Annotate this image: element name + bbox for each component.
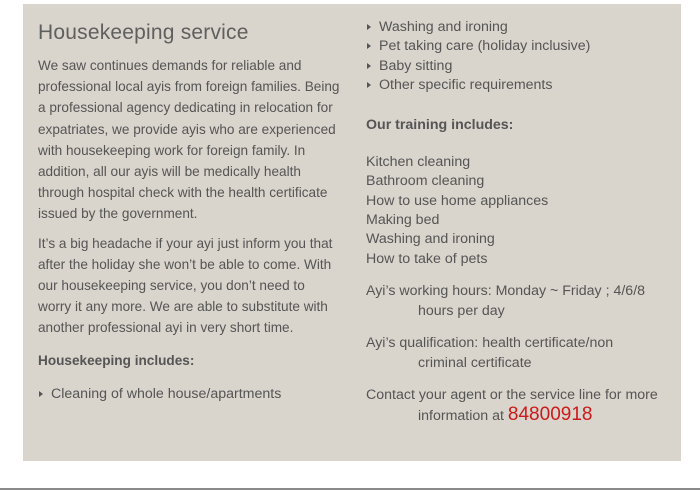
includes-list-left (38, 385, 340, 404)
intro-paragraph-1: We saw continues demands for reliable and professional local ayis from foreign families. Being a professional agency dedicating in relocation for expatriates, we provide ayis who are experienced with housekeeping work for foreign family. In addition, all our ayis will be medically health through hospital check with the health certificate issued by the government. (38, 58, 340, 222)
left-column (38, 20, 340, 404)
triangle-right-icon (367, 82, 371, 88)
qualification (366, 333, 671, 373)
right-column (366, 18, 671, 426)
contact (366, 385, 671, 426)
training-list (366, 153, 671, 269)
contact-prefix: information at (418, 407, 504, 424)
includes-heading: Housekeeping includes: (38, 352, 195, 368)
list-item: Kitchen cleaning (366, 154, 471, 171)
triangle-right-icon (39, 391, 43, 397)
includes-list-right (366, 18, 671, 95)
housekeeping-panel (23, 4, 681, 461)
list-item-label: Baby sitting (379, 57, 453, 74)
contact-line-2 (366, 405, 671, 426)
working-hours-line-1: Ayi’s working hours: Monday ~ Friday ; 4/6/8 (366, 282, 646, 299)
contact-phone: 84800918 (507, 403, 593, 425)
working-hours (366, 281, 671, 321)
list-item (38, 385, 340, 404)
qualification-line-1: Ayi’s qualification: health certificate/non (366, 334, 614, 351)
list-item-label: Pet taking care (holiday inclusive) (379, 38, 591, 55)
section-title: Housekeeping service (38, 21, 249, 44)
list-item (366, 76, 671, 95)
triangle-right-icon (367, 43, 371, 49)
triangle-right-icon (367, 24, 371, 30)
list-item (366, 18, 671, 37)
list-item: Washing and ironing (366, 231, 495, 248)
contact-line-1: Contact your agent or the service line for more (366, 386, 658, 403)
qualification-line-2: criminal certificate (418, 354, 532, 371)
list-item: Bathroom cleaning (366, 173, 485, 190)
training-heading: Our training includes: (366, 117, 514, 134)
list-item-label: Washing and ironing (379, 19, 508, 35)
list-item: How to use home appliances (366, 192, 549, 209)
triangle-right-icon (367, 63, 371, 69)
list-item: How to take of pets (366, 250, 488, 267)
working-hours-line-2: hours per day (418, 302, 505, 319)
list-item (366, 57, 671, 76)
list-item-label: Other specific requirements (379, 76, 553, 93)
list-item: Making bed (366, 212, 440, 229)
list-item (366, 37, 671, 56)
list-item-label: Cleaning of whole house/apartments (51, 385, 282, 402)
intro-paragraph-2: It’s a big headache if your ayi just inform you that after the holiday she won’t be able to come. With our housekeeping service, you don’t need to worry it any more. We are able to substitute with another professional ayi in very short time. (38, 235, 333, 336)
